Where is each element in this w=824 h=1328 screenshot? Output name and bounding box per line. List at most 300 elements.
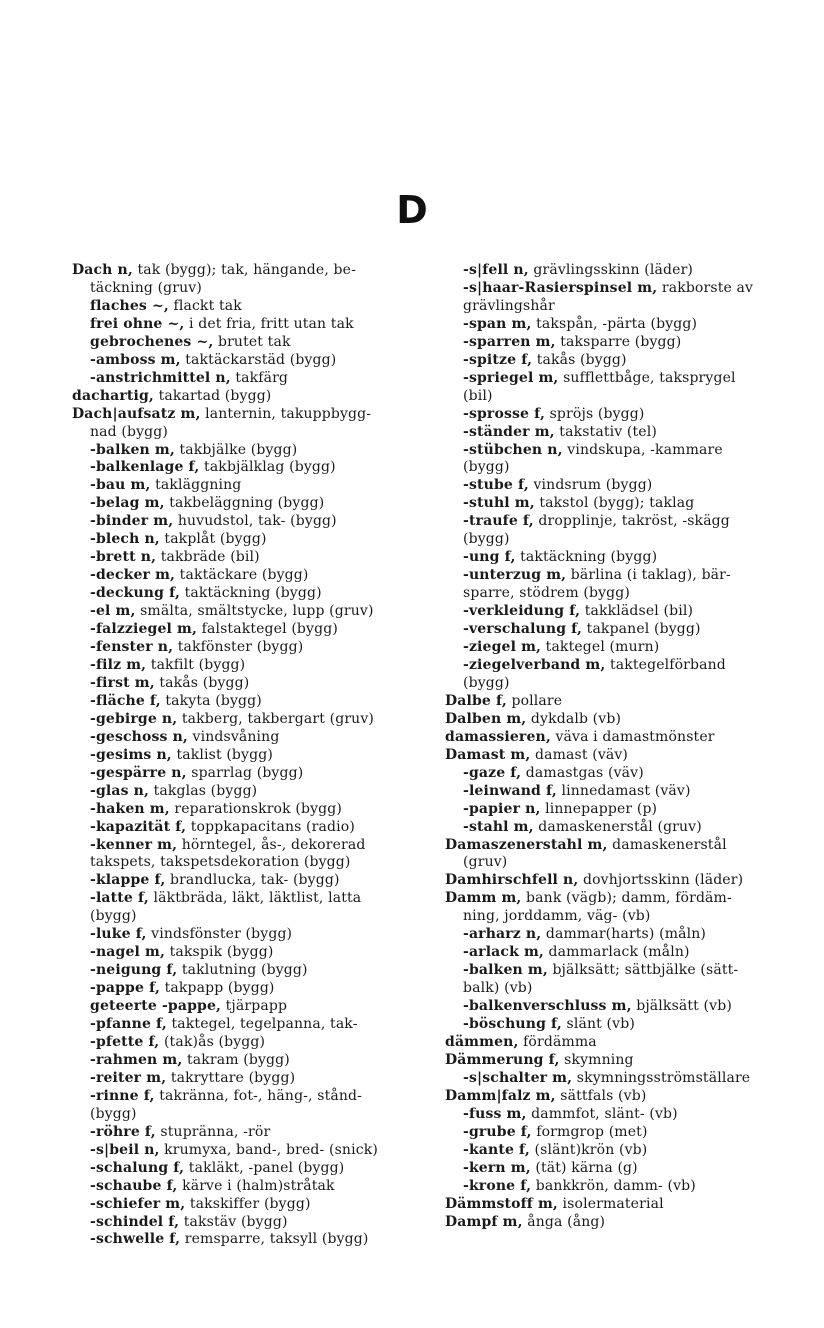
entry-definition: skymning [559, 1051, 634, 1068]
entry-definition: takglas (bygg) [149, 782, 258, 799]
entry-definition: (gruv) [463, 854, 508, 871]
entry-definition: dovhjortsskinn (läder) [578, 872, 744, 889]
entry-definition: stupränna, -rör [155, 1123, 271, 1140]
entry-definition: bjälksätt; sättbjälke (sätt- [547, 962, 739, 979]
entry-definition: taktäckare (bygg) [175, 567, 309, 584]
dictionary-entry [72, 675, 424, 693]
dictionary-entry [445, 890, 797, 908]
entry-definition: takartad (bygg) [153, 387, 272, 404]
dictionary-entry [72, 370, 424, 388]
entry-headword: -latte f, [90, 890, 149, 907]
entry-headword: -spitze f, [463, 351, 533, 368]
entry-definition: bankkrön, damm- (vb) [531, 1177, 696, 1194]
dictionary-entry [72, 1231, 424, 1249]
dictionary-entry [445, 872, 797, 890]
entry-headword: -anstrichmittel n, [90, 369, 231, 386]
entry-headword: -pappe f, [90, 980, 160, 997]
entry-definition: slänt (vb) [561, 1016, 635, 1033]
entry-headword: Damaszenerstahl m, [445, 836, 608, 853]
entry-headword: -amboss m, [90, 351, 181, 368]
dictionary-entry [72, 495, 424, 513]
entry-definition: skymningsströmställare [572, 1069, 751, 1086]
entry-headword: -sprosse f, [463, 405, 545, 422]
entry-definition: reparationskrok (bygg) [169, 800, 342, 817]
entry-headword: flaches ~, [90, 297, 169, 314]
entry-definition: takstäv (bygg) [179, 1213, 288, 1230]
entry-headword: -decker m, [90, 567, 176, 584]
dictionary-entry [72, 621, 424, 639]
entry-headword: -stahl m, [463, 818, 534, 835]
dictionary-entry [445, 819, 797, 837]
dictionary-entry [445, 280, 797, 298]
entry-definition: (bygg) [463, 674, 510, 691]
entry-definition: takfilt (bygg) [146, 656, 246, 673]
dictionary-entry [72, 962, 424, 980]
dictionary-entry [72, 262, 424, 280]
dictionary-entry [72, 567, 424, 585]
entry-headword: -schwelle f, [90, 1231, 181, 1248]
dictionary-entry [445, 854, 797, 872]
entry-headword: -balkenverschluss m, [463, 998, 632, 1015]
entry-definition: grävlingshår [463, 297, 555, 314]
entry-definition: taktegelförband [605, 656, 726, 673]
entry-definition: takläggning [150, 477, 242, 494]
dictionary-entry [72, 639, 424, 657]
entry-headword: Dalben m, [445, 710, 527, 727]
dictionary-entry [72, 316, 424, 334]
entry-headword: Dach n, [72, 262, 133, 278]
dictionary-entry [445, 998, 797, 1016]
entry-headword: Dach|aufsatz m, [72, 405, 201, 422]
entry-definition: takstol (bygg); taklag [534, 495, 695, 512]
dictionary-entry [72, 801, 424, 819]
dictionary-entry [72, 890, 424, 908]
dictionary-entry [445, 675, 797, 693]
entry-definition: toppkapacitans (radio) [186, 818, 355, 835]
dictionary-entry [72, 298, 424, 316]
dictionary-entry [72, 1088, 424, 1106]
entry-definition: tak (bygg); tak, hängande, be- [132, 262, 356, 278]
entry-headword: -schiefer m, [90, 1195, 186, 1212]
entry-headword: -s|haar-Rasierspinsel m, [463, 279, 658, 296]
entry-definition: (bygg) [90, 1105, 137, 1122]
entry-definition: smälta, smältstycke, lupp (gruv) [135, 603, 374, 620]
entry-definition: krumyxa, band-, bred- (snick) [159, 1141, 378, 1158]
dictionary-entry [72, 819, 424, 837]
entry-definition: takspets, takspetsdekoration (bygg) [90, 854, 351, 871]
dictionary-entry [72, 459, 424, 477]
entry-definition: dammar(harts) (måln) [541, 926, 707, 943]
entry-headword: -rinne f, [90, 1087, 155, 1104]
entry-headword: -verschalung f, [463, 621, 583, 638]
entry-headword: -stuhl m, [463, 495, 535, 512]
entry-definition: damast (väv) [530, 746, 629, 763]
dictionary-entry [445, 1196, 797, 1214]
entry-definition: (bygg) [90, 908, 137, 925]
dictionary-entry [445, 1106, 797, 1124]
entry-headword: -gebirge n, [90, 710, 178, 727]
entry-headword: -schalung f, [90, 1159, 185, 1176]
dictionary-entry [72, 1178, 424, 1196]
entry-definition: taktäckning (bygg) [515, 549, 658, 566]
dictionary-entry [445, 729, 797, 747]
entry-headword: -luke f, [90, 926, 147, 943]
entry-headword: -rahmen m, [90, 1051, 183, 1068]
entry-definition: sparrlag (bygg) [186, 764, 304, 781]
dictionary-entry [445, 495, 797, 513]
entry-headword: -kenner m, [90, 836, 178, 853]
dictionary-entry [72, 1070, 424, 1088]
entry-headword: Damast m, [445, 746, 531, 763]
entry-headword: Damm|falz m, [445, 1087, 556, 1104]
entry-headword: -balkenlage f, [90, 459, 200, 476]
entry-headword: -s|beil n, [90, 1141, 160, 1158]
dictionary-entry [72, 388, 424, 406]
entry-definition: pollare [506, 692, 563, 709]
entry-headword: -gaze f, [463, 764, 522, 781]
dictionary-entry [72, 585, 424, 603]
dictionary-entry [445, 639, 797, 657]
entry-headword: Dämmerung f, [445, 1051, 560, 1068]
dictionary-entry [72, 908, 424, 926]
entry-definition: takpapp (bygg) [159, 980, 275, 997]
dictionary-entry [445, 262, 797, 280]
entry-headword: -stube f, [463, 477, 529, 494]
dictionary-entry [445, 603, 797, 621]
entry-definition: vindsvåning [187, 728, 280, 745]
entry-definition: vindsfönster (bygg) [146, 926, 293, 943]
dictionary-entry [72, 1214, 424, 1232]
dictionary-entry [445, 1142, 797, 1160]
entry-headword: -grube f, [463, 1123, 532, 1140]
entry-headword: -kante f, [463, 1141, 530, 1158]
entry-headword: -ung f, [463, 549, 516, 566]
dictionary-entry [445, 693, 797, 711]
entry-headword: -filz m, [90, 656, 147, 673]
entry-headword: -pfette f, [90, 1033, 160, 1050]
entry-definition: falstaktegel (bygg) [197, 621, 338, 638]
dictionary-entry [445, 477, 797, 495]
entry-definition: takklädsel (bil) [580, 603, 694, 620]
entry-headword: -papier n, [463, 800, 541, 817]
dictionary-entry [72, 837, 424, 855]
dictionary-entry [72, 711, 424, 729]
dictionary-entry [72, 334, 424, 352]
dictionary-entry [72, 406, 424, 424]
dictionary-entry [445, 531, 797, 549]
dictionary-entry [72, 442, 424, 460]
entry-definition: takryttare (bygg) [166, 1069, 296, 1086]
entry-definition: takbeläggning (bygg) [164, 495, 325, 512]
entry-definition: takspån, -pärta (bygg) [531, 315, 698, 332]
entry-definition: (tät) kärna (g) [530, 1159, 638, 1176]
entry-definition: bank (vägb); damm, fördäm- [521, 890, 732, 907]
entry-definition: (tak)ås (bygg) [159, 1033, 266, 1050]
dictionary-entry [72, 872, 424, 890]
dictionary-entry [72, 729, 424, 747]
dictionary-entry [72, 1124, 424, 1142]
dictionary-entry [72, 747, 424, 765]
dictionary-entry [445, 585, 797, 603]
entry-headword: -blech n, [90, 531, 160, 548]
dictionary-entry [445, 1052, 797, 1070]
dictionary-entry [445, 837, 797, 855]
entry-definition: tjärpapp [221, 998, 288, 1015]
entry-headword: -kapazität f, [90, 818, 187, 835]
dictionary-entry [445, 334, 797, 352]
entry-definition: ning, jorddamm, väg- (vb) [463, 908, 651, 925]
entry-definition: taklist (bygg) [171, 746, 273, 763]
entry-definition: takås (bygg) [154, 674, 250, 691]
entry-headword: -ziegelverband m, [463, 656, 606, 673]
entry-headword: -brett n, [90, 549, 157, 566]
entry-definition: takläkt, -panel (bygg) [184, 1159, 345, 1176]
entry-headword: -schaube f, [90, 1177, 178, 1194]
entry-definition: grävlingsskinn (läder) [528, 262, 694, 278]
entry-definition: kärve i (halm)stråtak [177, 1177, 335, 1194]
dictionary-entry [445, 621, 797, 639]
dictionary-entry [445, 1088, 797, 1106]
entry-headword: -haken m, [90, 800, 170, 817]
right-column [445, 262, 797, 1231]
entry-definition: bjälksätt (vb) [631, 998, 732, 1015]
entry-headword: damassieren, [445, 728, 551, 745]
dictionary-entry [445, 424, 797, 442]
dictionary-entry [72, 1106, 424, 1124]
entry-definition: takspik (bygg) [165, 944, 274, 961]
entry-headword: -spriegel m, [463, 369, 559, 386]
entry-headword: -s|schalter m, [463, 1069, 573, 1086]
entry-headword: -klappe f, [90, 872, 166, 889]
dictionary-entry [72, 1196, 424, 1214]
entry-definition: takfönster (bygg) [173, 639, 304, 656]
entry-headword: -balken m, [463, 962, 548, 979]
entry-headword: -traufe f, [463, 513, 534, 530]
entry-headword: -s|fell n, [463, 262, 529, 278]
entry-definition: takyta (bygg) [160, 692, 262, 709]
entry-headword: -binder m, [90, 513, 174, 530]
dictionary-entry [445, 442, 797, 460]
entry-headword: -gesims n, [90, 746, 172, 763]
entry-headword: -deckung f, [90, 585, 180, 602]
dictionary-entry [445, 388, 797, 406]
entry-definition: taktegel (murn) [541, 639, 660, 656]
dictionary-entry [445, 406, 797, 424]
dictionary-entry [72, 1160, 424, 1178]
entry-headword: -bau m, [90, 477, 151, 494]
entry-definition: vindsrum (bygg) [528, 477, 653, 494]
entry-headword: -glas n, [90, 782, 149, 799]
entry-headword: -verkleidung f, [463, 603, 581, 620]
entry-definition: sufflettbåge, taksprygel [558, 369, 736, 386]
entry-headword: -el m, [90, 603, 136, 620]
entry-definition: isolermaterial [557, 1195, 664, 1212]
entry-headword: geteerte -pappe, [90, 998, 222, 1015]
dictionary-entry [445, 549, 797, 567]
entry-headword: -fenster n, [90, 639, 174, 656]
dictionary-entry [445, 298, 797, 316]
entry-headword: dämmen, [445, 1033, 519, 1050]
entry-definition: takskiffer (bygg) [185, 1195, 311, 1212]
dictionary-entry [72, 657, 424, 675]
entry-headword: -arharz n, [463, 926, 542, 943]
entry-definition: vindskupa, -kammare [562, 441, 723, 458]
entry-headword: -arlack m, [463, 944, 544, 961]
dictionary-entry [72, 424, 424, 442]
entry-headword: -röhre f, [90, 1123, 156, 1140]
entry-headword: -neigung f, [90, 962, 178, 979]
entry-headword: -fläche f, [90, 692, 161, 709]
dictionary-entry [445, 352, 797, 370]
dictionary-entry [72, 1016, 424, 1034]
entry-definition: dykdalb (vb) [526, 710, 622, 727]
dictionary-entry [445, 747, 797, 765]
entry-definition: i det fria, fritt utan tak [184, 315, 354, 332]
entry-headword: -sparren m, [463, 333, 556, 350]
entry-definition: linnepapper (p) [540, 800, 658, 817]
entry-definition: dammfot, slänt- (vb) [526, 1105, 678, 1122]
dictionary-entry [445, 944, 797, 962]
entry-headword: -pfanne f, [90, 1016, 167, 1033]
entry-definition: linnedamast (väv) [556, 782, 691, 799]
entry-headword: -first m, [90, 674, 155, 691]
entry-headword: Dalbe f, [445, 692, 507, 709]
entry-definition: lanternin, takuppbygg- [200, 405, 372, 422]
entry-headword: Damm m, [445, 890, 522, 907]
entry-definition: takbjälke (bygg) [174, 441, 298, 458]
entry-definition: bärlina (i taklag), bär- [566, 567, 731, 584]
dictionary-entry [72, 1034, 424, 1052]
entry-headword: Dämmstoff m, [445, 1195, 558, 1212]
entry-definition: (slänt)krön (vb) [529, 1141, 648, 1158]
dictionary-entry [72, 765, 424, 783]
entry-definition: (bygg) [463, 531, 510, 548]
entry-headword: -reiter m, [90, 1069, 167, 1086]
left-column [72, 262, 424, 1249]
dictionary-entry [445, 567, 797, 585]
entry-definition: sättfals (vb) [555, 1087, 647, 1104]
dictionary-entry [72, 352, 424, 370]
entry-definition: takbjälklag (bygg) [199, 459, 336, 476]
entry-definition: dammarlack (måln) [543, 944, 690, 961]
entry-headword: -krone f, [463, 1177, 532, 1194]
entry-headword: -stübchen n, [463, 441, 563, 458]
entry-definition: flackt tak [168, 297, 242, 314]
entry-definition: takplåt (bygg) [159, 531, 267, 548]
entry-headword: -schindel f, [90, 1213, 180, 1230]
entry-headword: -leinwand f, [463, 782, 557, 799]
dictionary-entry [72, 603, 424, 621]
entry-definition: väva i damastmönster [550, 728, 715, 745]
dictionary-entry [445, 1214, 797, 1232]
entry-definition: läktbräda, läkt, läktlist, latta [148, 890, 362, 907]
dictionary-entry [445, 657, 797, 675]
dictionary-entry [72, 980, 424, 998]
dictionary-entry [445, 711, 797, 729]
entry-headword: Dampf m, [445, 1213, 523, 1230]
entry-headword: -gespärre n, [90, 764, 187, 781]
entry-definition: taktäckarstäd (bygg) [180, 351, 337, 368]
entry-headword: -geschoss n, [90, 728, 188, 745]
entry-definition: brutet tak [213, 333, 291, 350]
entry-definition: takram (bygg) [182, 1051, 290, 1068]
dictionary-entry [445, 1124, 797, 1142]
dictionary-entry [72, 854, 424, 872]
dictionary-entry [72, 693, 424, 711]
dictionary-entry [72, 1142, 424, 1160]
dictionary-entry [445, 783, 797, 801]
entry-definition: hörntegel, ås-, dekorerad [177, 836, 366, 853]
entry-definition: huvudstol, tak- (bygg) [173, 513, 337, 530]
entry-definition: brandlucka, tak- (bygg) [165, 872, 340, 889]
entry-headword: -balken m, [90, 441, 175, 458]
entry-headword: -unterzug m, [463, 567, 567, 584]
entry-definition: damaskenerstål (gruv) [533, 818, 702, 835]
entry-headword: -kern m, [463, 1159, 531, 1176]
entry-definition: remsparre, taksyll (bygg) [180, 1231, 369, 1248]
entry-definition: rakborste av [657, 279, 754, 296]
entry-definition: fördämma [518, 1033, 597, 1050]
entry-definition: täckning (gruv) [90, 279, 202, 296]
dictionary-entry [445, 1160, 797, 1178]
dictionary-entry [72, 998, 424, 1016]
entry-headword: -ständer m, [463, 423, 555, 440]
entry-definition: taktäckning (bygg) [180, 585, 322, 602]
dictionary-entry [445, 765, 797, 783]
dictionary-entry [445, 1034, 797, 1052]
entry-headword: gebrochenes ~, [90, 333, 214, 350]
dictionary-entry [445, 980, 797, 998]
dictionary-entry [72, 926, 424, 944]
entry-definition: nad (bygg) [90, 423, 168, 440]
dictionary-entry [445, 1016, 797, 1034]
entry-definition: takstativ (tel) [554, 423, 657, 440]
entry-definition: damaskenerstål [607, 836, 727, 853]
entry-definition: taksparre (bygg) [555, 333, 682, 350]
entry-definition: spröjs (bygg) [544, 405, 645, 422]
dictionary-entry [72, 477, 424, 495]
dictionary-entry [445, 1178, 797, 1196]
dictionary-entry [445, 459, 797, 477]
entry-headword: -falzziegel m, [90, 621, 198, 638]
dictionary-entry [445, 370, 797, 388]
entry-definition: takberg, takbergart (gruv) [177, 710, 375, 727]
entry-definition: takpanel (bygg) [582, 621, 701, 638]
dictionary-entry [445, 908, 797, 926]
entry-definition: takås (bygg) [532, 351, 627, 368]
entry-definition: taklutning (bygg) [177, 962, 308, 979]
entry-headword: frei ohne ~, [90, 315, 185, 332]
dictionary-entry [72, 513, 424, 531]
entry-headword: -fuss m, [463, 1105, 527, 1122]
entry-headword: -belag m, [90, 495, 165, 512]
entry-headword: -böschung f, [463, 1016, 562, 1033]
dictionary-entry [445, 801, 797, 819]
entry-definition: (bil) [463, 387, 493, 404]
entry-definition: takfärg [230, 369, 289, 386]
section-letter: D [396, 188, 428, 232]
dictionary-entry [445, 962, 797, 980]
entry-headword: -span m, [463, 315, 532, 332]
dictionary-entry [72, 531, 424, 549]
dictionary-entry [72, 549, 424, 567]
entry-definition: ånga (ång) [522, 1213, 606, 1230]
entry-definition: (bygg) [463, 459, 510, 476]
entry-definition: damastgas (väv) [521, 764, 644, 781]
entry-headword: -ziegel m, [463, 639, 542, 656]
entry-definition: sparre, stödrem (bygg) [463, 585, 630, 602]
entry-definition: formgrop (met) [531, 1123, 648, 1140]
